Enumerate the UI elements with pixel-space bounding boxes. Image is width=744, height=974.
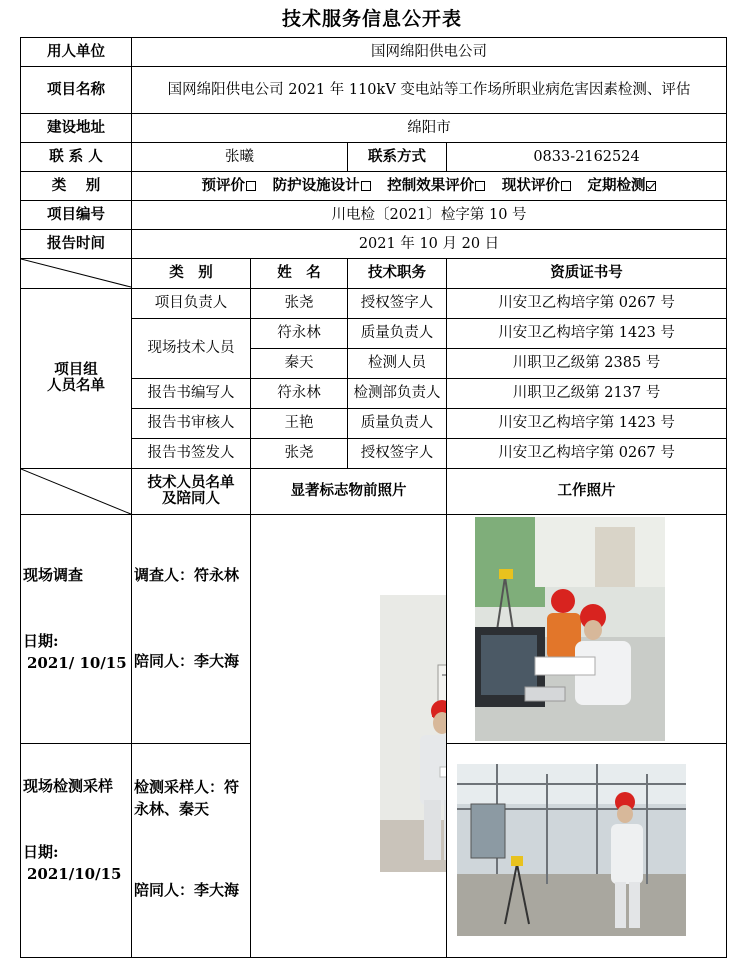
survey-date-label: 日期: bbox=[23, 632, 59, 650]
staff-cert: 川安卫乙构培字第 1423 号 bbox=[447, 408, 727, 438]
category-option: 防护设施设计 bbox=[273, 178, 371, 195]
phone-value: 0833-2162524 bbox=[447, 143, 727, 172]
sampling-sampler: 检测采样人：符永林、秦天 bbox=[134, 778, 240, 819]
checkbox-icon bbox=[361, 181, 371, 191]
category-option: 现状评价 bbox=[502, 178, 571, 195]
staff-cert: 川安卫乙构培字第 1423 号 bbox=[447, 318, 727, 348]
survey-cell bbox=[21, 515, 132, 744]
category-option: 预评价 bbox=[202, 178, 257, 195]
category-options bbox=[132, 172, 727, 201]
sampling-people-cell bbox=[132, 744, 251, 958]
employer-label: 用人单位 bbox=[21, 38, 132, 67]
staff-name: 符永林 bbox=[251, 318, 348, 348]
staff-title: 授权签字人 bbox=[348, 438, 447, 468]
address-label: 建设地址 bbox=[21, 114, 132, 143]
staff-title: 质量负责人 bbox=[348, 318, 447, 348]
project-no-label: 项目编号 bbox=[21, 201, 132, 230]
phone-label: 联系方式 bbox=[348, 143, 447, 172]
survey-people-cell bbox=[132, 515, 251, 744]
info-table bbox=[20, 37, 727, 958]
staff-cert: 川安卫乙构培字第 0267 号 bbox=[447, 438, 727, 468]
sampling-date: 2021/10/15 bbox=[27, 865, 122, 884]
sampling-label: 现场检测采样 bbox=[23, 777, 114, 796]
checkbox-checked-icon bbox=[646, 181, 656, 191]
work-photo-cell-2 bbox=[447, 744, 727, 958]
landmark-photo-cell bbox=[251, 515, 447, 958]
category-label: 类 别 bbox=[21, 172, 132, 201]
staff-name: 张尧 bbox=[251, 438, 348, 468]
staff-type: 报告书编写人 bbox=[132, 378, 251, 408]
report-time-label: 报告时间 bbox=[21, 230, 132, 259]
sampling-date-label: 日期: bbox=[23, 843, 59, 862]
staff-title: 质量负责人 bbox=[348, 408, 447, 438]
photo-header-staff: 技术人员名单 及陪同人 bbox=[132, 468, 251, 514]
staff-title: 检测部负责人 bbox=[348, 378, 447, 408]
staff-header-title: 技术职务 bbox=[348, 259, 447, 288]
category-option: 定期检测 bbox=[587, 178, 656, 195]
staff-cert: 川职卫乙级第 2137 号 bbox=[447, 378, 727, 408]
staff-type: 报告书审核人 bbox=[132, 408, 251, 438]
project-no-value: 川电检〔2021〕检字第 10 号 bbox=[132, 201, 727, 230]
staff-header-type: 类 别 bbox=[132, 259, 251, 288]
category-option: 控制效果评价 bbox=[387, 178, 485, 195]
staff-cert: 川职卫乙级第 2385 号 bbox=[447, 348, 727, 378]
project-name-label: 项目名称 bbox=[21, 67, 132, 114]
survey-investigator: 调查人：符永林 bbox=[134, 566, 240, 584]
staff-name: 张尧 bbox=[251, 288, 348, 318]
photo-header-landmark: 显著标志物前照片 bbox=[251, 468, 447, 514]
staff-header-cert: 资质证书号 bbox=[447, 259, 727, 288]
staff-type: 现场技术人员 bbox=[132, 318, 251, 378]
address-value: 绵阳市 bbox=[132, 114, 727, 143]
work-photo-survey bbox=[475, 517, 665, 741]
landmark-photo bbox=[380, 595, 447, 872]
checkbox-icon bbox=[246, 181, 256, 191]
page-title: 技术服务信息公开表 bbox=[281, 8, 462, 30]
sampling-companion: 陪同人：李大海 bbox=[134, 881, 240, 900]
work-photo-sampling bbox=[457, 764, 686, 936]
report-time-value: 2021 年 10 月 20 日 bbox=[132, 230, 727, 259]
sampling-cell bbox=[21, 744, 132, 958]
staff-title: 检测人员 bbox=[348, 348, 447, 378]
contact-label: 联 系 人 bbox=[21, 143, 132, 172]
staff-group-label: 项目组 人员名单 bbox=[21, 288, 132, 468]
survey-label: 现场调查 bbox=[23, 566, 84, 584]
staff-type: 项目负责人 bbox=[132, 288, 251, 318]
employer-value: 国网绵阳供电公司 bbox=[132, 38, 727, 67]
staff-title: 授权签字人 bbox=[348, 288, 447, 318]
checkbox-icon bbox=[561, 181, 571, 191]
diagonal-line bbox=[21, 469, 131, 514]
staff-name: 符永林 bbox=[251, 378, 348, 408]
diagonal-line bbox=[21, 259, 131, 287]
staff-cert: 川安卫乙构培字第 0267 号 bbox=[447, 288, 727, 318]
project-name-value: 国网绵阳供电公司 2021 年 110kV 变电站等工作场所职业病危害因素检测、评估 bbox=[132, 67, 727, 114]
staff-header-name: 姓 名 bbox=[251, 259, 348, 288]
survey-companion: 陪同人：李大海 bbox=[134, 652, 240, 670]
staff-name: 秦天 bbox=[251, 348, 348, 378]
diagonal-cell bbox=[21, 468, 132, 514]
staff-type: 报告书签发人 bbox=[132, 438, 251, 468]
staff-name: 王艳 bbox=[251, 408, 348, 438]
survey-date: 2021/ 10/15 bbox=[27, 654, 127, 672]
work-photo-cell-1 bbox=[447, 515, 727, 744]
checkbox-icon bbox=[475, 181, 485, 191]
photo-header-work: 工作照片 bbox=[447, 468, 727, 514]
contact-value: 张曦 bbox=[132, 143, 348, 172]
diagonal-cell bbox=[21, 259, 132, 288]
